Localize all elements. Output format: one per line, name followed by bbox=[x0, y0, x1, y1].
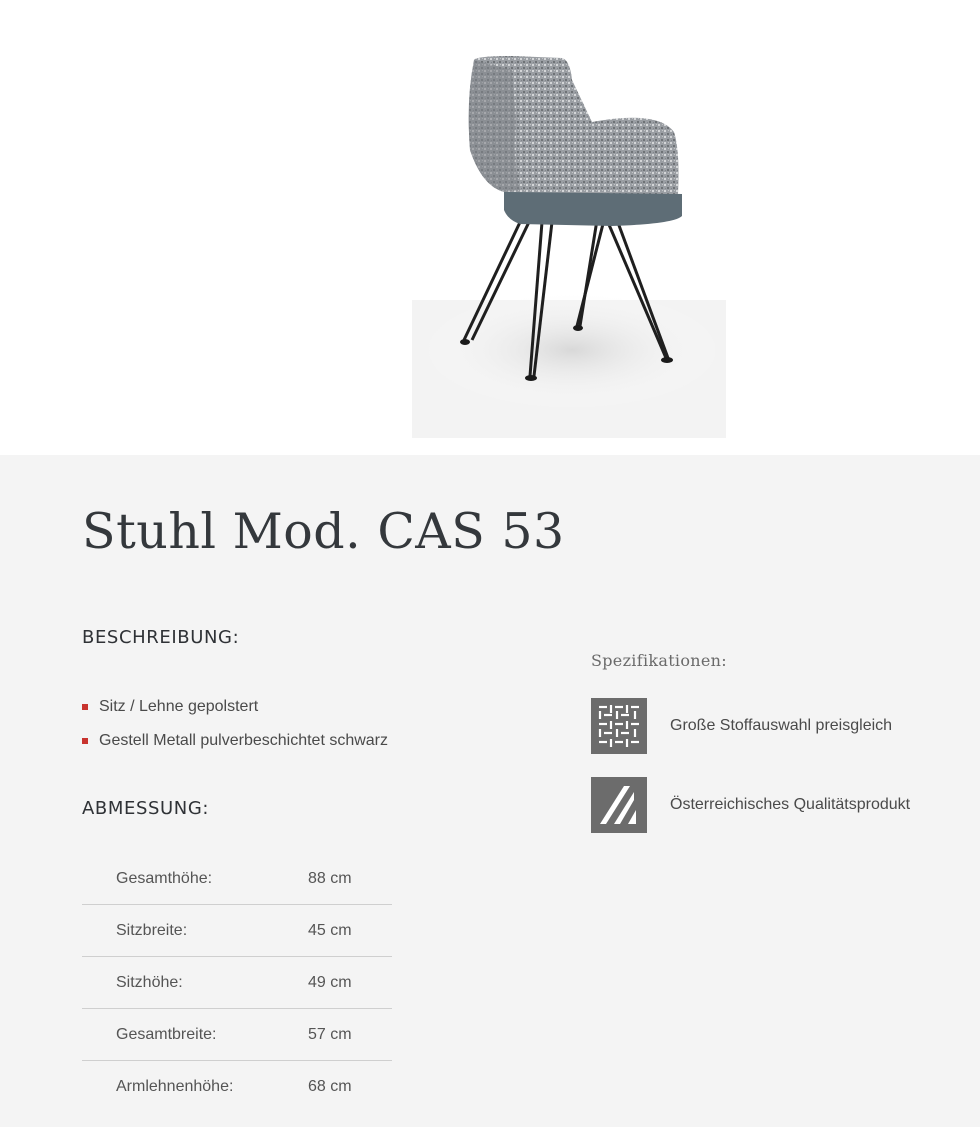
table-row bbox=[82, 1009, 392, 1061]
dimension-value: 49 cm bbox=[308, 974, 352, 991]
description-list bbox=[82, 690, 388, 758]
dimensions-table bbox=[82, 853, 392, 1112]
list-item bbox=[82, 690, 388, 724]
dimension-value: 45 cm bbox=[308, 922, 352, 939]
specs-heading: Spezifikationen: bbox=[591, 651, 727, 670]
dimension-value: 88 cm bbox=[308, 870, 352, 887]
hero-section bbox=[0, 0, 980, 455]
dimension-label: Armlehnenhöhe: bbox=[116, 1078, 234, 1095]
dimensions-heading: ABMESSUNG: bbox=[82, 798, 210, 819]
table-row bbox=[82, 853, 392, 905]
table-row bbox=[82, 1061, 392, 1112]
description-heading: BESCHREIBUNG: bbox=[82, 627, 240, 648]
bullet-icon bbox=[82, 738, 88, 744]
fabric-pattern-icon bbox=[591, 698, 647, 754]
bullet-icon bbox=[82, 704, 88, 710]
spec-text: Österreichisches Qualitätsprodukt bbox=[670, 796, 911, 813]
list-item-text: Sitz / Lehne gepolstert bbox=[99, 698, 259, 715]
dimension-value: 57 cm bbox=[308, 1026, 352, 1043]
list-item-text: Gestell Metall pulverbeschichtet schwarz bbox=[99, 732, 389, 749]
dimension-label: Gesamthöhe: bbox=[116, 870, 213, 887]
product-details bbox=[0, 455, 980, 1127]
dimension-label: Gesamtbreite: bbox=[116, 1026, 217, 1043]
austria-quality-icon bbox=[591, 777, 647, 833]
spec-text: Große Stoffauswahl preisgleich bbox=[670, 717, 893, 734]
spec-item bbox=[591, 777, 910, 833]
dimension-label: Sitzbreite: bbox=[116, 922, 188, 939]
page-title: Stuhl Mod. CAS 53 bbox=[82, 503, 565, 560]
dimension-label: Sitzhöhe: bbox=[116, 974, 183, 991]
spec-item bbox=[591, 698, 892, 754]
list-item bbox=[82, 724, 388, 758]
table-row bbox=[82, 905, 392, 957]
chair-image bbox=[412, 40, 726, 438]
dimension-value: 68 cm bbox=[308, 1078, 352, 1095]
table-row bbox=[82, 957, 392, 1009]
